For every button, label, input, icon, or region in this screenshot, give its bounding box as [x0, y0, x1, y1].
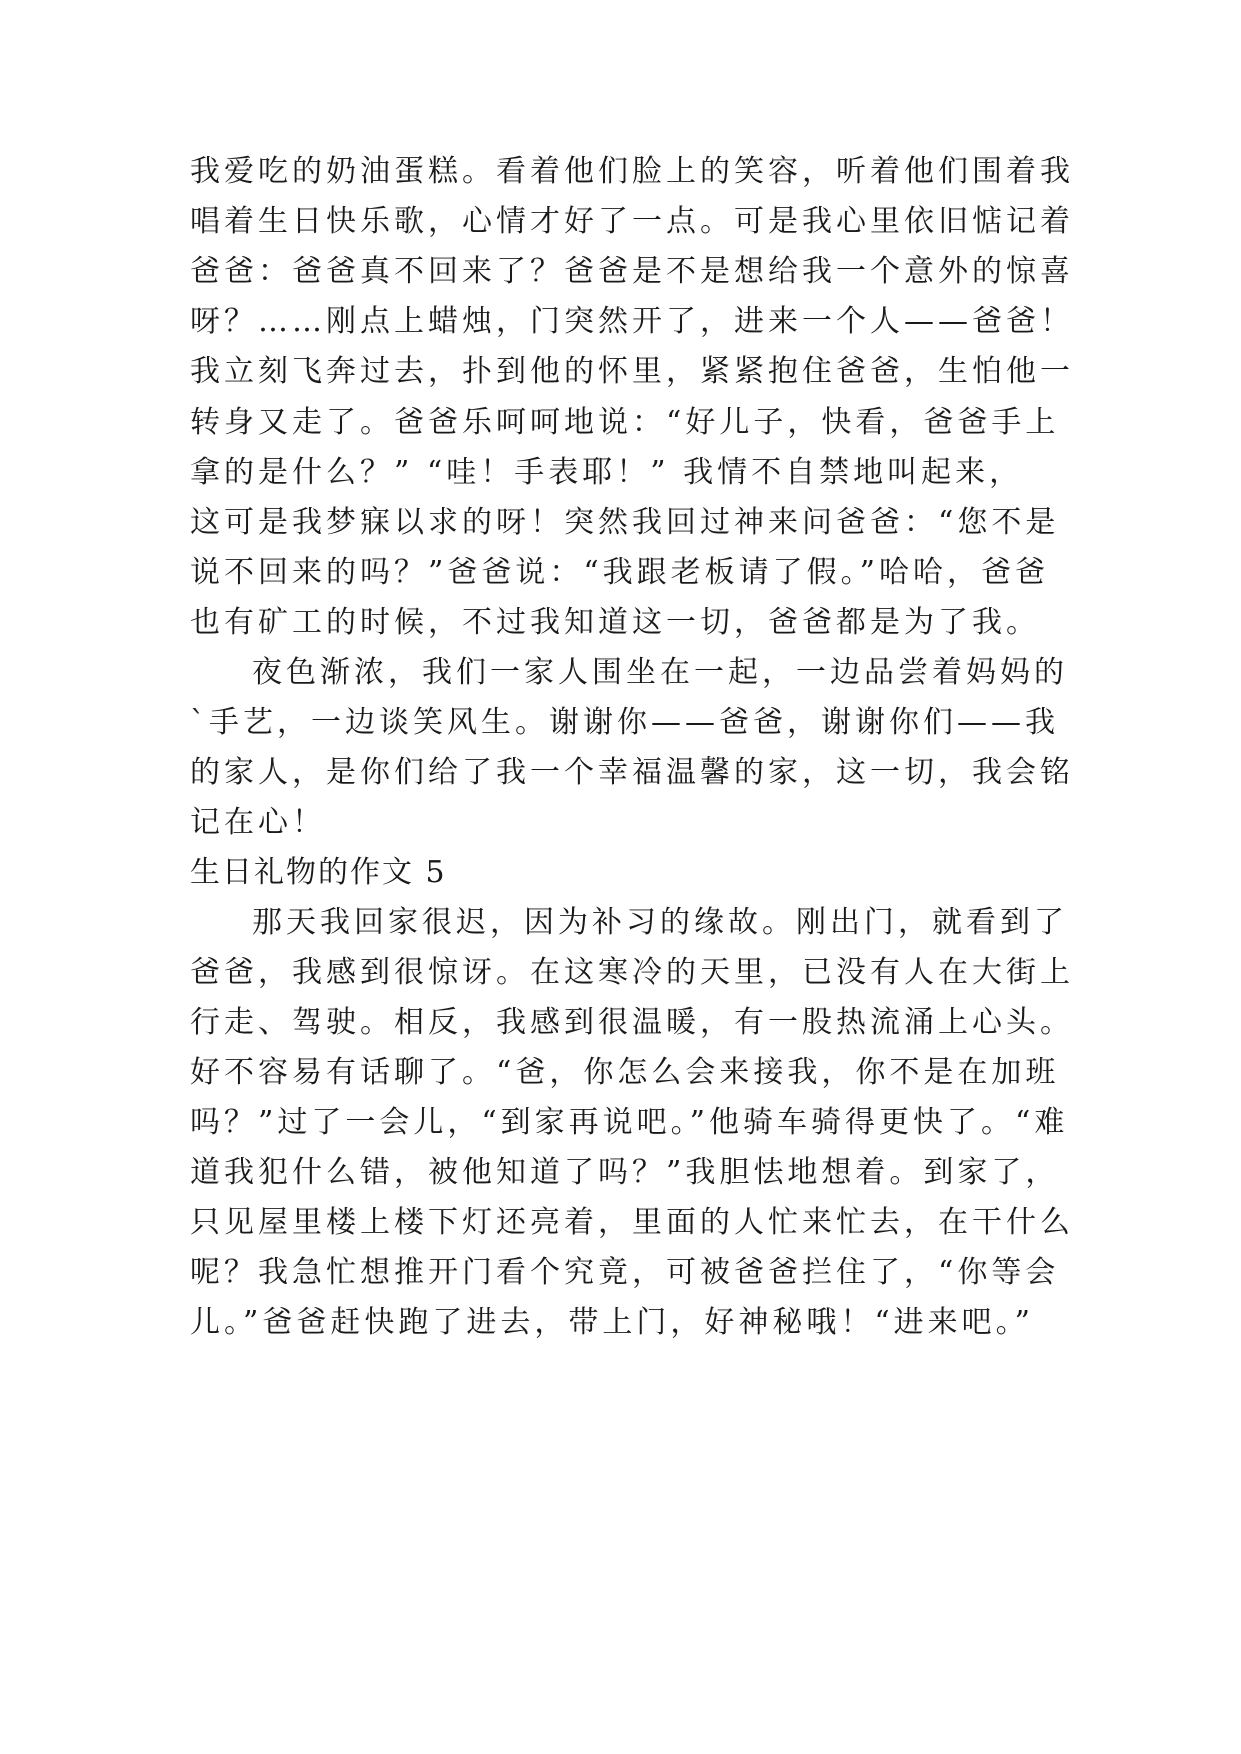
text-line: 的家人，是你们给了我一个幸福温馨的家，这一切，我会铭	[190, 755, 1074, 790]
text-line: 也有矿工的时候，不过我知道这一切，爸爸都是为了我。	[190, 605, 1040, 640]
text-line: 行走、驾驶。相反，我感到很温暖，有一股热流涌上心头。	[190, 1005, 1074, 1040]
text-line: 夜色渐浓，我们一家人围坐在一起，一边品尝着妈妈的	[252, 655, 1068, 690]
text-line: 呀？……刚点上蜡烛，门突然开了，进来一个人——爸爸！	[190, 304, 1074, 339]
text-line: 只见屋里楼上楼下灯还亮着，里面的人忙来忙去，在干什么	[190, 1205, 1074, 1240]
text-line: `手艺，一边谈笑风生。谢谢你——爸爸，谢谢你们——我	[190, 705, 1059, 740]
text-line: 儿。”爸爸赶快跑了进去，带上门，好神秘哦！“进来吧。”	[190, 1305, 1035, 1340]
text-line: 那天我回家很迟，因为补习的缘故。刚出门，就看到了	[252, 905, 1068, 940]
text-line: 记在心！	[190, 805, 326, 840]
text-line: 转身又走了。爸爸乐呵呵地说：“好儿子，快看，爸爸手上	[190, 405, 1060, 440]
text-line: 说不回来的吗？”爸爸说：“我跟老板请了假。”哈哈，爸爸	[190, 555, 1050, 590]
text-line: 我爱吃的奶油蛋糕。看着他们脸上的笑容，听着他们围着我	[190, 154, 1074, 189]
text-line: 唱着生日快乐歌，心情才好了一点。可是我心里依旧惦记着	[190, 204, 1074, 239]
text-line: 吗？”过了一会儿，“到家再说吧。”他骑车骑得更快了。“难	[190, 1105, 1069, 1140]
text-line: 爸爸，我感到很惊讶。在这寒冷的天里，已没有人在大街上	[190, 955, 1074, 990]
section-heading: 生日礼物的作文 5	[190, 855, 447, 890]
text-line: 好不容易有话聊了。“爸，你怎么会来接我，你不是在加班	[190, 1055, 1060, 1090]
text-line: 这可是我梦寐以求的呀！突然我回过神来问爸爸：“您不是	[190, 505, 1060, 540]
text-line: 呢？我急忙想推开门看个究竟，可被爸爸拦住了，“你等会	[190, 1255, 1060, 1290]
text-line: 我立刻飞奔过去，扑到他的怀里，紧紧抱住爸爸，生怕他一	[190, 354, 1074, 389]
text-line: 拿的是什么？” “哇！手表耶！” 我情不自禁地叫起来，	[190, 455, 1024, 490]
text-line: 道我犯什么错，被他知道了吗？”我胆怯地想着。到家了，	[190, 1155, 1060, 1190]
text-line: 爸爸：爸爸真不回来了？爸爸是不是想给我一个意外的惊喜	[190, 254, 1074, 289]
